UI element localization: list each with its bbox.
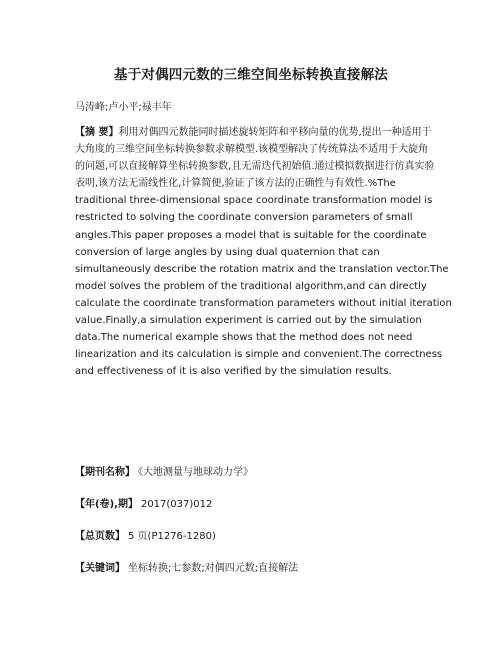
abstract-line: 的问题,可以直接解算坐标转换参数,且无需迭代初始值.通过模拟数据进行仿真实验 — [75, 161, 435, 173]
field-label: 【期刊名称】 — [75, 467, 135, 478]
paper-title: 基于对偶四元数的三维空间坐标转换直接解法 — [114, 67, 388, 83]
field-label: 【年(卷),期】 — [75, 499, 138, 510]
paper-authors: 马涛峰;卢小平;禄丰年 — [75, 102, 172, 113]
field-value: 2017(037)012 — [140, 499, 213, 510]
abstract-line: linearization and its calculation is simple and convenient.The correctness — [75, 349, 443, 361]
abstract-line: calculate the coordinate transformation parameters without initial iteration — [75, 297, 452, 309]
abstract-line: value.Finally,a simulation experiment is carried out by the simulation — [75, 315, 422, 327]
total-pages-field — [75, 527, 216, 542]
volume-issue-field — [75, 495, 212, 510]
field-value: 坐标转换;七参数;对偶四元数;直接解法 — [128, 563, 299, 574]
abstract-label: 【摘 要】 — [75, 127, 119, 138]
field-label: 【总页数】 — [75, 531, 125, 542]
abstract-line: 表明,该方法无需线性化,计算简便,验证了该方法的正确性与有效性.%The — [75, 178, 396, 190]
abstract-text: 利用对偶四元数能同时描述旋转矩阵和平移向量的优势,提出一种适用于 — [118, 127, 432, 138]
abstract-line: restricted to solving the coordinate conversion parameters of small — [75, 212, 413, 224]
abstract-line: and effectiveness of it is also verified by the simulation results. — [75, 366, 392, 378]
abstract-line — [75, 124, 435, 141]
field-value: 5 页(P1276-1280) — [128, 531, 216, 542]
field-label: 【关键词】 — [75, 563, 125, 574]
abstract-line: conversion of large angles by using dual quaternion that can — [75, 246, 380, 258]
journal-name-field — [75, 463, 253, 478]
abstract-block — [75, 124, 452, 380]
abstract-line: simultaneously describe the rotation matrix and the translation vector.The — [75, 263, 449, 275]
abstract-line: 大角度的三维空间坐标转换参数求解模型.该模型解决了传统算法不适用于大旋角 — [75, 144, 429, 156]
abstract-line: data.The numerical example shows that the method does not need — [75, 332, 413, 344]
keywords-field — [75, 559, 298, 574]
abstract-line: angles.This paper proposes a model that is suitable for the coordinate — [75, 229, 427, 241]
abstract-line: traditional three-dimensional space coordinate transformation model is — [75, 195, 433, 207]
abstract-line: model solves the problem of the traditional algorithm,and can directly — [75, 280, 427, 292]
field-value: 《大地测量与地球动力学》 — [138, 467, 253, 478]
